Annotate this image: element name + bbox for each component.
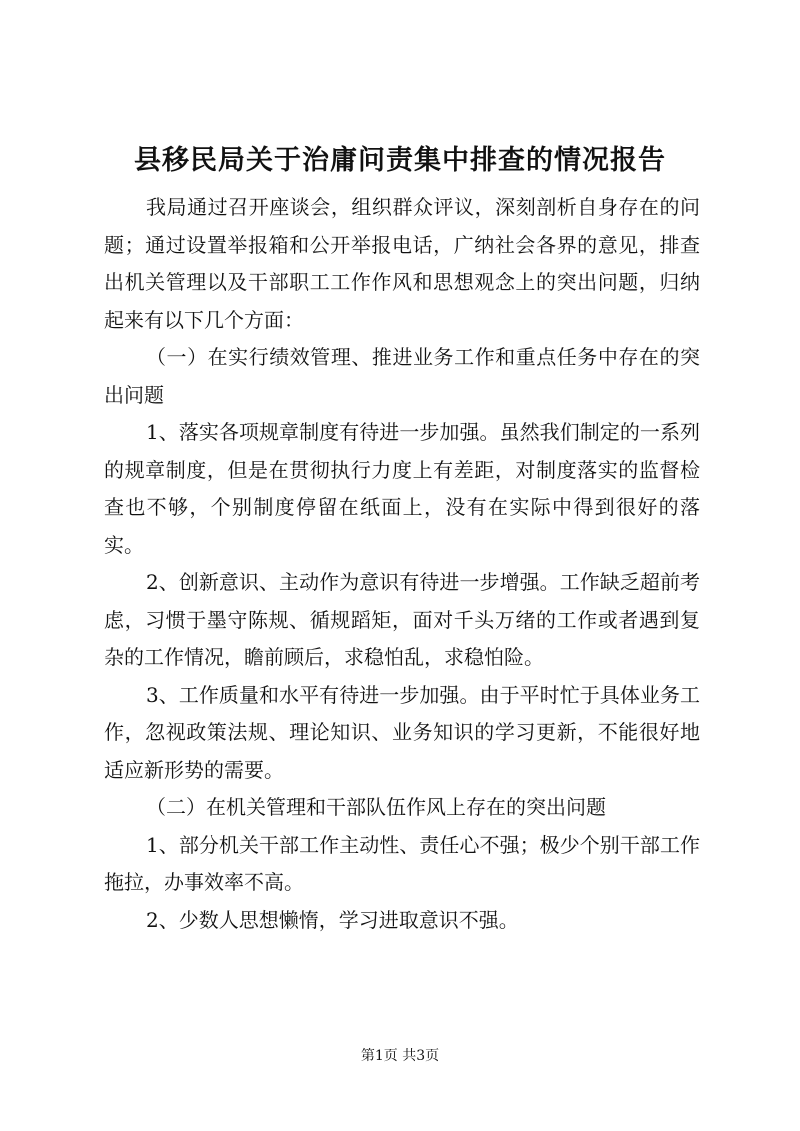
- paragraph-item-1-1: 1、落实各项规章制度有待进一步加强。虽然我们制定的一系列的规章制度，但是在贯彻执行力度上有差距，对制度落实的监督检查也不够，个别制度停留在纸面上，没有在实际中得到很好的落实。: [104, 420, 700, 557]
- page-footer: 第1页 共3页: [360, 1048, 440, 1064]
- paragraph-item-1-2: 2、创新意识、主动作为意识有待进一步增强。工作缺乏超前考虑，习惯于墨守陈规、循规蹈矩，面对千头万绪的工作或者遇到复杂的工作情况，瞻前顾后，求稳怕乱，求稳怕险。: [104, 570, 700, 669]
- paragraph-item-1-3: 3、工作质量和水平有待进一步加强。由于平时忙于具体业务工作，忽视政策法规、理论知识、业务知识的学习更新，不能很好地适应新形势的需要。: [104, 682, 700, 782]
- paragraph-intro: 我局通过召开座谈会，组织群众评议，深刻剖析自身存在的问题；通过设置举报箱和公开举报电话，广纳社会各界的意见，排查出机关管理以及干部职工工作作风和思想观念上的突出问题，归纳起来有以下几个方面：: [104, 195, 700, 332]
- section-heading-2: （二）在机关管理和干部队伍作风上存在的突出问题: [146, 795, 606, 819]
- section-heading-1: （一）在实行绩效管理、推进业务工作和重点任务中存在的突出问题: [104, 345, 700, 407]
- paragraph-item-2-1: 1、部分机关干部工作主动性、责任心不强；极少个别干部工作拖拉，办事效率不高。: [104, 832, 700, 894]
- document-title: 县移民局关于治庸问责集中排查的情况报告: [134, 145, 666, 176]
- paragraph-item-2-2: 2、少数人思想懒惰，学习进取意识不强。: [146, 907, 519, 932]
- document-body: [104, 189, 700, 939]
